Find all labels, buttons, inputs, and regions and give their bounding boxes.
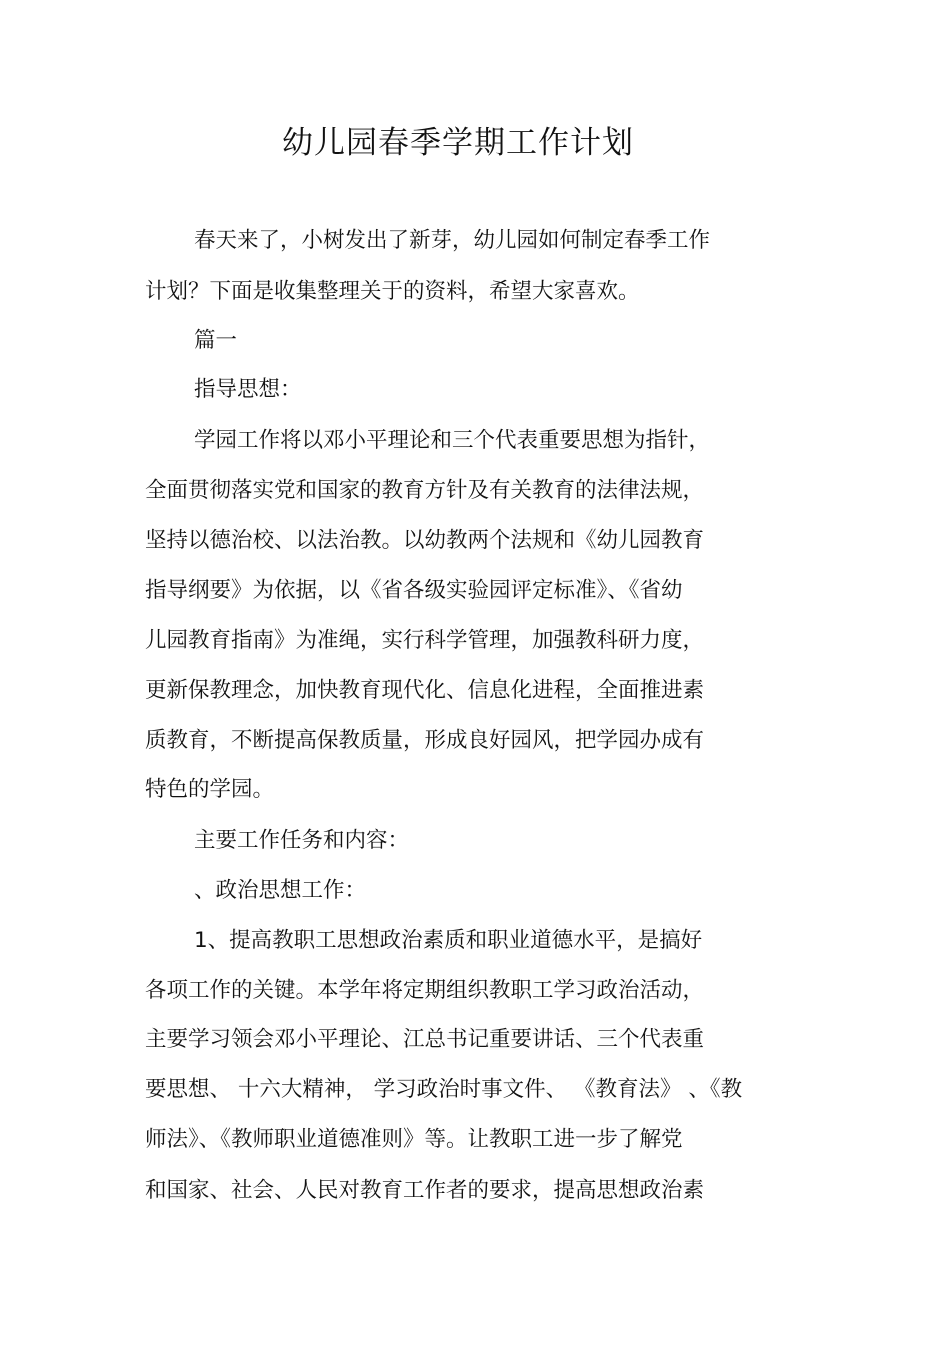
paragraph-line: 计划？下面是收集整理关于的资料，希望大家喜欢。	[145, 279, 640, 304]
paragraph-line: 各项工作的关键。本学年将定期组织教职工学习政治活动，	[145, 978, 705, 1003]
paragraph-line: 春天来了，小树发出了新芽，幼儿园如何制定春季工作	[194, 228, 711, 253]
paragraph-line: 1、提高教职工思想政治素质和职业道德水平，是搞好	[194, 928, 703, 953]
paragraph-line: 学园工作将以邓小平理论和三个代表重要思想为指针，	[194, 428, 711, 453]
paragraph-line: 师法》、《教师职业道德准则》等。让教职工进一步了解党	[145, 1127, 683, 1152]
section-heading: 主要工作任务和内容：	[194, 828, 410, 853]
paragraph-line: 主要学习领会邓小平理论、江总书记重要讲话、三个代表重	[145, 1027, 705, 1052]
paragraph-line: 特色的学园。	[145, 777, 275, 802]
paragraph-line: 指导纲要》为依据，以《省各级实验园评定标准》、《省幼	[145, 578, 683, 603]
paragraph-line: 全面贯彻落实党和国家的教育方针及有关教育的法律法规，	[145, 478, 705, 503]
paragraph-line: 儿园教育指南》为准绳，实行科学管理，加强教科研力度，	[145, 628, 705, 653]
paragraph-line: 要思想、 十六大精神， 学习政治时事文件、 《教育法》 、《教	[145, 1077, 743, 1102]
section-heading: 篇一	[194, 328, 238, 353]
document-title: 幼儿园春季学期工作计划	[282, 125, 634, 161]
paragraph-line: 坚持以德治校、以法治教。以幼教两个法规和《幼儿园教育	[145, 528, 705, 553]
paragraph-line: 更新保教理念，加快教育现代化、信息化进程，全面推进素	[145, 678, 705, 703]
paragraph-line: 和国家、社会、人民对教育工作者的要求，提高思想政治素	[145, 1178, 705, 1203]
section-heading: 指导思想：	[194, 377, 302, 402]
paragraph-line: 质教育，不断提高保教质量，形成良好园风，把学园办成有	[145, 728, 705, 753]
section-heading: 、政治思想工作：	[194, 878, 367, 903]
